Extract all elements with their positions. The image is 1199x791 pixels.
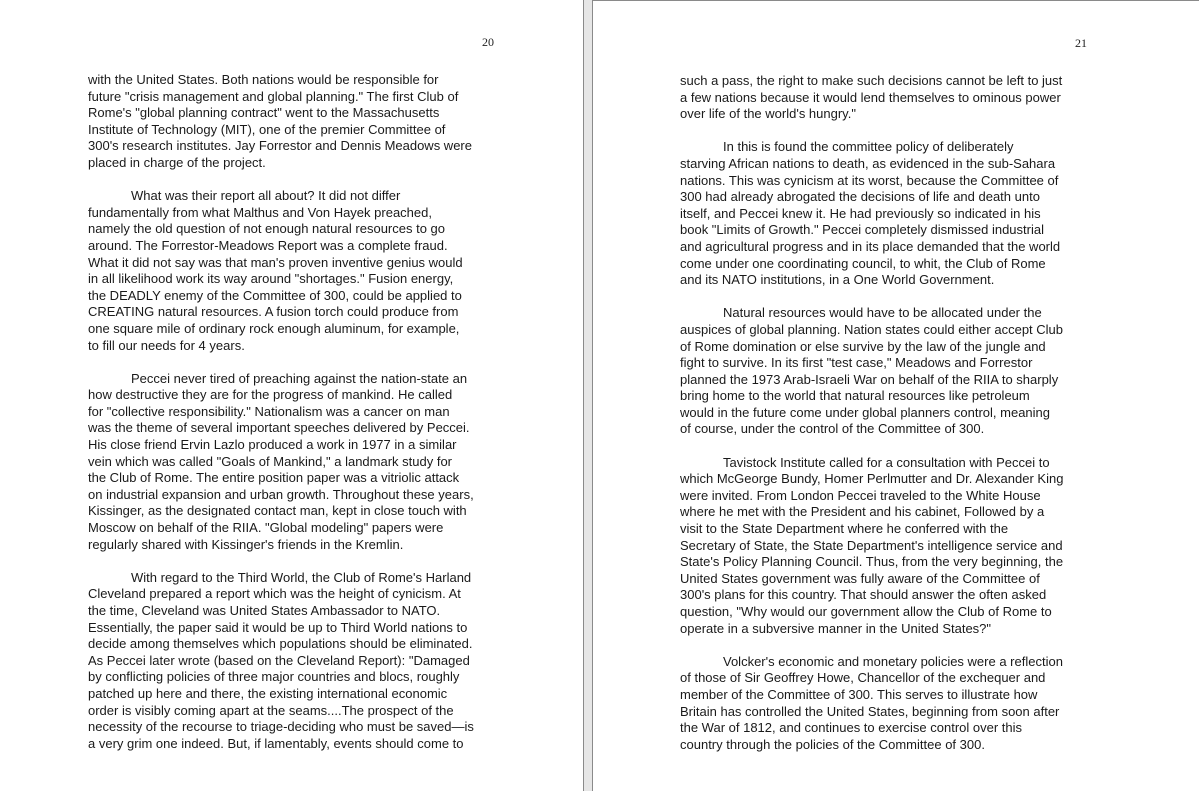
page-left [0, 0, 584, 791]
text-line: Volcker's economic and monetary policies were a reflection [723, 653, 1063, 669]
text-line: order is visibly coming apart at the seams....The prospect of the [88, 702, 454, 718]
text-line: where he met with the President and his cabinet, Followed by a [680, 504, 1045, 520]
text-line: was the theme of several important speeches delivered by Peccei. [88, 420, 470, 436]
text-line: namely the old question of not enough natural resources to go [88, 221, 446, 237]
text-line: What it did not say was that man's proven inventive genius would [88, 254, 463, 270]
text-line: with the United States. Both nations would be responsible for [88, 72, 439, 87]
text-line: Cleveland prepared a report which was the height of cynicism. At [88, 586, 461, 602]
text-line: vein which was called "Goals of Mankind," a landmark study for [88, 453, 453, 469]
text-line: which McGeorge Bundy, Homer Perlmutter and Dr. Alexander King [680, 471, 1064, 487]
paragraph [680, 305, 1095, 438]
text-line: visit to the State Department where he conferred with the [680, 521, 1009, 537]
text-line: and its NATO institutions, in a One World Government. [680, 272, 995, 288]
text-line: the DEADLY enemy of the Committee of 300, could be applied to [88, 287, 462, 303]
text-line: question, "Why would our government allow the Club of Rome to [680, 604, 1052, 619]
paragraph [680, 139, 1095, 288]
text-line: starving African nations to death, as evidenced in the sub-Sahara [680, 155, 1056, 171]
text-line: a few nations because it would lend themselves to ominous power [680, 89, 1061, 105]
text-line: 300's research institutes. Jay Forrestor and Dennis Meadows were [88, 138, 472, 154]
text-line: book "Limits of Growth." Peccei completely dismissed industrial [680, 222, 1044, 238]
text-line: Essentially, the paper said it would be up to Third World nations to [88, 619, 468, 635]
paragraph [680, 73, 1095, 123]
text-line: of those of Sir Geoffrey Howe, Chancellor of the exchequer and [680, 670, 1046, 686]
text-line: come under one coordinating council, to whit, the Club of Rome [680, 255, 1046, 271]
text-line: to fill our needs for 4 years. [88, 337, 245, 353]
paragraph [88, 72, 508, 172]
text-line: would in the future come under global planners control, meaning [680, 404, 1051, 420]
paragraph [88, 188, 508, 354]
text-line: fight to survive. In its first "test case," Meadows and Forrestor [680, 355, 1033, 371]
text-line: Natural resources would have to be allocated under the [723, 305, 1042, 321]
text-line: necessity of the recourse to triage-deciding who must be saved—is [88, 719, 474, 735]
text-line: His close friend Ervin Lazlo produced a work in 1977 in a similar [88, 437, 457, 453]
text-line: on industrial expansion and urban growth. Throughout these years, [88, 486, 474, 502]
text-line: in all likelihood work its way around "shortages." Fusion energy, [88, 271, 454, 287]
text-line: Rome's "global planning contract" went to the Massachusetts [88, 105, 440, 121]
text-line: United States government was fully aware of the Committee of [680, 570, 1040, 586]
text-line: over life of the world's hungry." [680, 106, 856, 122]
page-number: 20 [482, 35, 494, 49]
page-number: 21 [1075, 36, 1087, 50]
paragraph [88, 371, 508, 554]
text-line: patched up here and there, the existing international economic [88, 685, 448, 701]
text-line: nations. This was cynicism at its worst, because the Committee of [680, 172, 1059, 188]
text-line: placed in charge of the project. [88, 154, 266, 170]
text-line: around. The Forrestor-Meadows Report was a complete fraud. [88, 237, 448, 253]
text-line: by conflicting policies of three major countries and blocs, roughly [88, 669, 460, 685]
page-body [88, 72, 508, 769]
text-line: of Rome domination or else survive by the law of the jungle and [680, 338, 1046, 354]
text-line: Tavistock Institute called for a consultation with Peccei to [723, 454, 1050, 470]
text-line: decide among themselves which populations should be eliminated. [88, 636, 473, 652]
text-line: In this is found the committee policy of deliberately [723, 139, 1014, 155]
text-line: country through the policies of the Committee of 300. [680, 736, 985, 752]
text-line: such a pass, the right to make such decisions cannot be left to just [680, 73, 1063, 88]
paragraph [88, 570, 508, 753]
text-line: how destructive they are for the progress of mankind. He called [88, 387, 453, 403]
text-line: future "crisis management and global planning." The first Club of [88, 88, 459, 104]
text-line: What was their report all about? It did not differ [131, 188, 401, 204]
text-line: the War of 1812, and continues to exercise control over this [680, 720, 1023, 736]
text-line: Britain has controlled the United States, beginning from soon after [680, 703, 1060, 719]
paragraph [680, 455, 1095, 638]
text-line: 300's plans for this country. That should answer the often asked [680, 587, 1047, 603]
text-line: planned the 1973 Arab-Israeli War on behalf of the RIIA to sharply [680, 371, 1059, 387]
text-line: auspices of global planning. Nation states could either accept Club [680, 321, 1064, 337]
paragraph [680, 654, 1095, 754]
text-line: the time, Cleveland was United States Ambassador to NATO. [88, 603, 441, 618]
text-line: State's Policy Planning Council. Thus, from the very beginning, the [680, 554, 1064, 570]
text-line: regularly shared with Kissinger's friends in the Kremlin. [88, 536, 404, 552]
text-line: Peccei never tired of preaching against the nation-state an [131, 370, 468, 386]
text-line: the Club of Rome. The entire position paper was a vitriolic attack [88, 470, 460, 486]
text-line: itself, and Peccei knew it. He had previously so indicated in his [680, 205, 1041, 221]
text-line: and agricultural progress and in its place demanded that the world [680, 238, 1061, 254]
text-line: fundamentally from what Malthus and Von Hayek preached, [88, 204, 432, 220]
text-line: 300 had already abrogated the decisions of life and death unto [680, 189, 1040, 205]
text-line: bring home to the world that natural resources like petroleum [680, 388, 1030, 404]
text-line: a very grim one indeed. But, if lamentably, events should come to [88, 735, 464, 751]
page-body [680, 73, 1095, 770]
page-right [592, 0, 1199, 791]
text-line: CREATING natural resources. A fusion torch could produce from [88, 304, 459, 320]
text-line: Institute of Technology (MIT), one of the premier Committee of [88, 121, 446, 137]
text-line: With regard to the Third World, the Club of Rome's Harland [131, 569, 472, 585]
text-line: for "collective responsibility." Nationalism was a cancer on man [88, 403, 450, 419]
text-line: operate in a subversive manner in the United States?" [680, 620, 992, 636]
text-line: were invited. From London Peccei traveled to the White House [680, 487, 1041, 503]
text-line: As Peccei later wrote (based on the Cleveland Report): "Damaged [88, 652, 470, 668]
text-line: Kissinger, as the designated contact man, kept in close touch with [88, 503, 467, 519]
text-line: member of the Committee of 300. This serves to illustrate how [680, 686, 1038, 702]
text-line: of course, under the control of the Committee of 300. [680, 421, 985, 437]
text-line: Secretary of State, the State Department's intelligence service and [680, 537, 1063, 553]
text-line: one square mile of ordinary rock enough aluminum, for example, [88, 320, 460, 336]
text-line: Moscow on behalf of the RIIA. "Global modeling" papers were [88, 520, 444, 536]
